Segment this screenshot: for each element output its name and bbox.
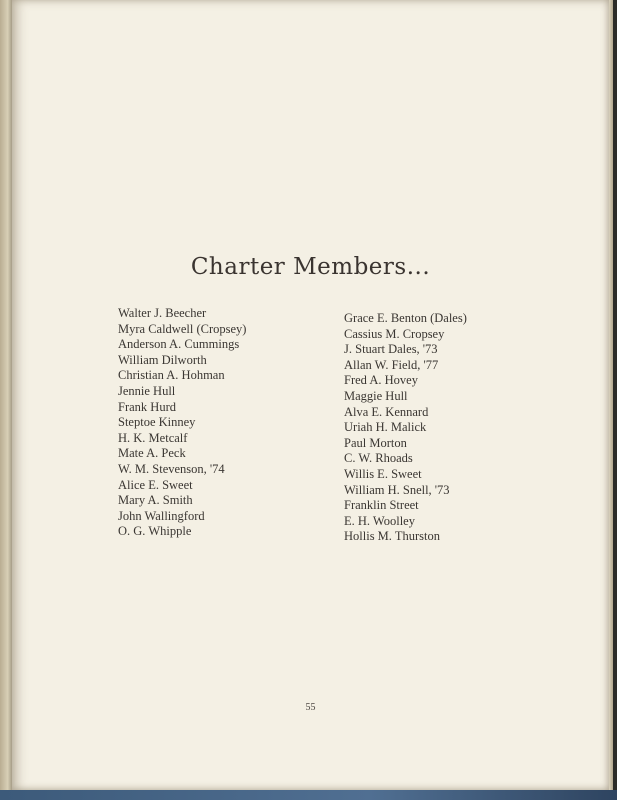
- book-page: [12, 0, 609, 792]
- member-name: Mary A. Smith: [118, 493, 193, 508]
- member-name: Fred A. Hovey: [344, 373, 418, 388]
- member-name: Christian A. Hohman: [118, 368, 225, 383]
- members-left-column: [118, 306, 246, 540]
- member-name: Allan W. Field, '77: [344, 357, 439, 372]
- page-heading: Charter Members...: [190, 254, 431, 280]
- member-name: William H. Snell, '73: [344, 482, 450, 497]
- member-name: Paul Morton: [344, 435, 407, 450]
- member-name: Myra Caldwell (Cropsey): [118, 321, 247, 336]
- page-fore-edge: [609, 0, 613, 800]
- member-name: E. H. Woolley: [344, 513, 415, 528]
- member-name: Willis E. Sweet: [344, 466, 422, 481]
- member-name: W. M. Stevenson, '74: [118, 461, 225, 476]
- member-name: Jennie Hull: [118, 383, 176, 398]
- member-name: Hollis M. Thurston: [344, 529, 440, 544]
- member-name: Grace E. Benton (Dales): [344, 311, 467, 325]
- member-name: Maggie Hull: [344, 388, 408, 403]
- member-name: Alice E. Sweet: [118, 477, 193, 492]
- member-name: Frank Hurd: [118, 399, 176, 414]
- member-name: William Dilworth: [118, 352, 207, 367]
- cover-edge: [0, 790, 617, 800]
- member-name: Uriah H. Malick: [344, 420, 427, 435]
- member-name: Walter J. Beecher: [118, 306, 207, 320]
- member-name: Anderson A. Cummings: [118, 337, 240, 352]
- member-name: Mate A. Peck: [118, 446, 186, 461]
- member-name: H. K. Metcalf: [118, 430, 188, 445]
- member-name: Alva E. Kennard: [344, 404, 429, 419]
- member-name: Cassius M. Cropsey: [344, 326, 445, 341]
- member-name: J. Stuart Dales, '73: [344, 342, 438, 357]
- page-number: 55: [305, 702, 316, 713]
- member-name: John Wallingford: [118, 508, 205, 523]
- member-name: Franklin Street: [344, 498, 419, 513]
- members-right-column: [344, 311, 467, 545]
- member-name: O. G. Whipple: [118, 524, 192, 539]
- member-name: C. W. Rhoads: [344, 451, 413, 466]
- member-name: Steptoe Kinney: [118, 415, 196, 430]
